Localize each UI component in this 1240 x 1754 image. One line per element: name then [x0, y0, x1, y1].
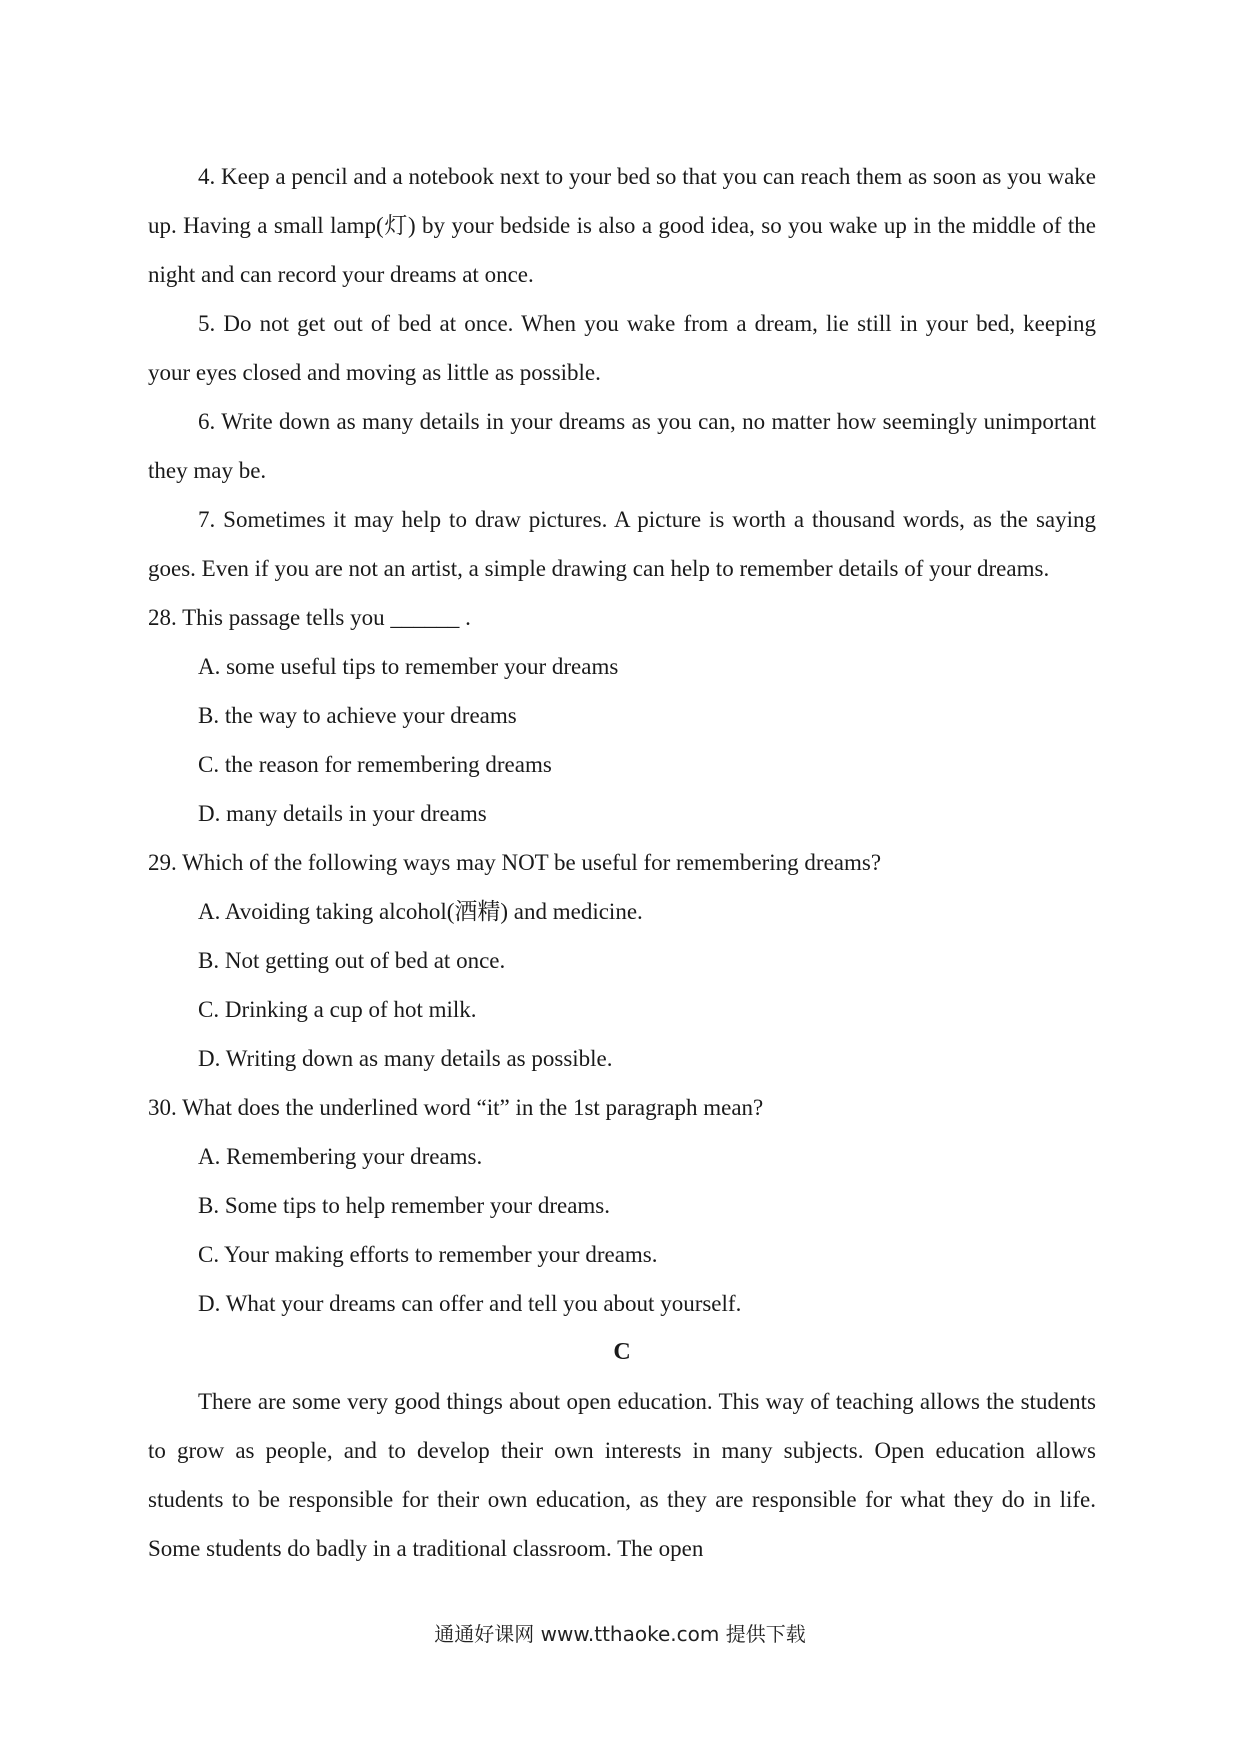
question-29	[148, 838, 1096, 1083]
option-b: B. the way to achieve your dreams	[198, 703, 517, 728]
question-stem: 30. What does the underlined word “it” in the 1st paragraph mean?	[148, 1095, 764, 1120]
question-28	[148, 593, 1096, 838]
option-b: B. Some tips to help remember your dreams.	[198, 1193, 611, 1218]
option-d: D. What your dreams can offer and tell you about yourself.	[198, 1291, 742, 1316]
tip-paragraph-7: 7. Sometimes it may help to draw pictures. A picture is worth a thousand words, as the saying goes. Even if you are not an artist, a simple drawing can help to remember details of your dreams.	[148, 507, 1096, 581]
option-c: C. Your making efforts to remember your dreams.	[198, 1242, 658, 1267]
option-a: A. some useful tips to remember your dreams	[198, 654, 619, 679]
tip-paragraph-5: 5. Do not get out of bed at once. When you wake from a dream, lie still in your bed, keeping your eyes closed and moving as little as possible.	[148, 311, 1096, 385]
section-c-paragraph: There are some very good things about open education. This way of teaching allows the students to grow as people, and to develop their own interests in many subjects. Open education allows students to be responsible for their own education, as they are responsible for what they do in life. Some students do badly in a traditional classroom. The open	[148, 1389, 1096, 1561]
page-content	[148, 152, 1096, 1573]
section-heading-c: C	[613, 1339, 631, 1365]
tip-paragraph-4: 4. Keep a pencil and a notebook next to your bed so that you can reach them as soon as you wake up. Having a small lamp(灯) by your bedside is also a good idea, so you wake up in the middle of the night and can record your dreams at once.	[148, 164, 1096, 287]
page-footer: 通通好课网 www.tthaoke.com 提供下载	[434, 1622, 806, 1646]
question-30	[148, 1083, 1096, 1328]
option-d: D. Writing down as many details as possible.	[198, 1046, 613, 1071]
question-stem: 29. Which of the following ways may NOT be useful for remembering dreams?	[148, 850, 882, 875]
option-d: D. many details in your dreams	[198, 801, 487, 826]
tip-paragraph-6: 6. Write down as many details in your dreams as you can, no matter how seemingly unimportant they may be.	[148, 409, 1096, 483]
option-a: A. Avoiding taking alcohol(酒精) and medicine.	[198, 899, 643, 924]
question-stem: 28. This passage tells you ______ .	[148, 605, 471, 630]
option-c: C. Drinking a cup of hot milk.	[198, 997, 477, 1022]
option-b: B. Not getting out of bed at once.	[198, 948, 506, 973]
option-a: A. Remembering your dreams.	[198, 1144, 483, 1169]
option-c: C. the reason for remembering dreams	[198, 752, 552, 777]
